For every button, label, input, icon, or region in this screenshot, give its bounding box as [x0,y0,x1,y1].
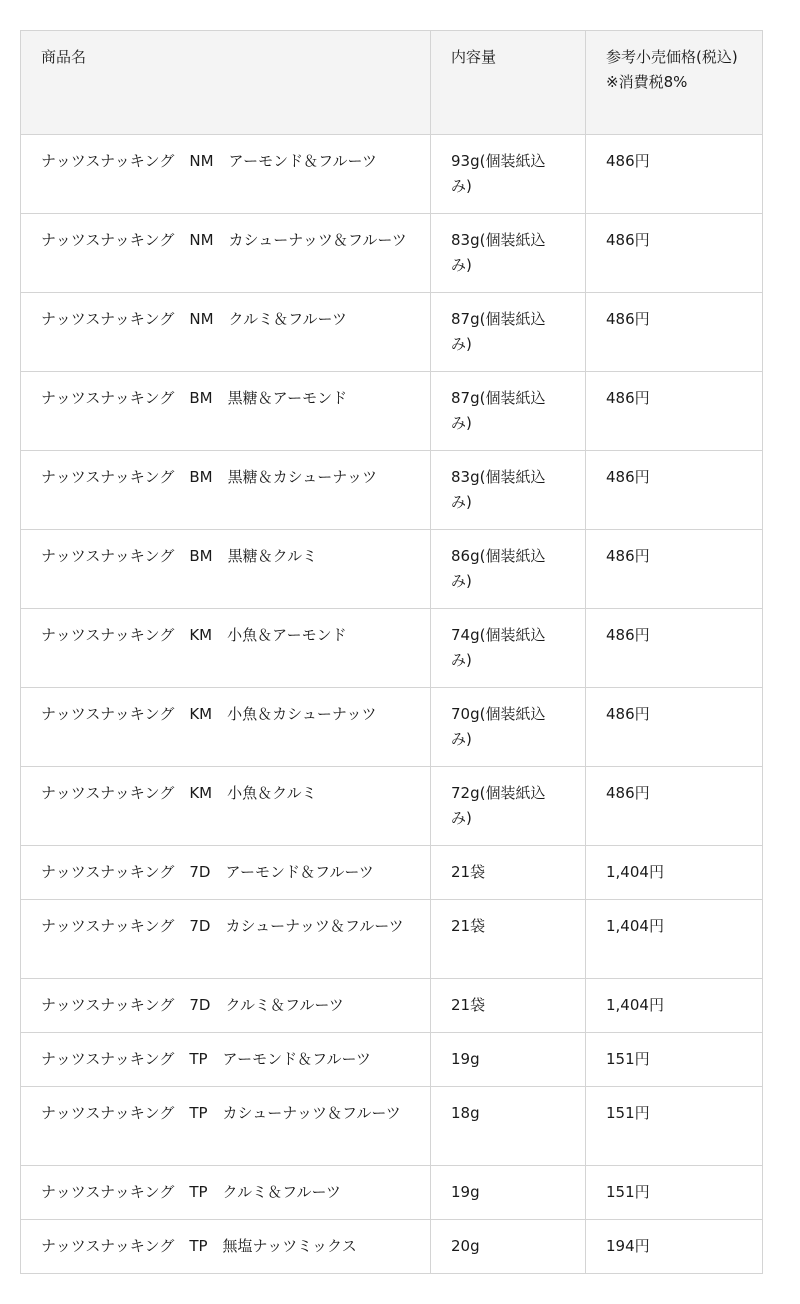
cell-retail-price: 486円 [586,609,763,688]
cell-product-name: ナッツスナッキング TP アーモンド＆フルーツ [21,1033,431,1087]
cell-retail-price: 486円 [586,214,763,293]
cell-content-amount: 83g(個装紙込み) [431,214,586,293]
cell-retail-price: 1,404円 [586,846,763,900]
product-table-container [20,30,762,1274]
cell-content-amount: 19g [431,1033,586,1087]
cell-content-amount: 93g(個装紙込み) [431,135,586,214]
cell-product-name: ナッツスナッキング 7D アーモンド＆フルーツ [21,846,431,900]
header-content-amount: 内容量 [431,31,586,135]
table-header [21,31,763,135]
header-product-name: 商品名 [21,31,431,135]
cell-retail-price: 486円 [586,372,763,451]
table-row [21,609,763,688]
cell-retail-price: 1,404円 [586,979,763,1033]
cell-product-name: ナッツスナッキング NM カシューナッツ＆フルーツ [21,214,431,293]
cell-product-name: ナッツスナッキング KM 小魚＆アーモンド [21,609,431,688]
cell-content-amount: 74g(個装紙込み) [431,609,586,688]
cell-product-name: ナッツスナッキング KM 小魚＆カシューナッツ [21,688,431,767]
cell-content-amount: 21袋 [431,979,586,1033]
cell-retail-price: 486円 [586,688,763,767]
cell-retail-price: 194円 [586,1220,763,1274]
table-row [21,1087,763,1166]
cell-content-amount: 20g [431,1220,586,1274]
table-row [21,135,763,214]
cell-product-name: ナッツスナッキング BM 黒糖＆カシューナッツ [21,451,431,530]
cell-retail-price: 486円 [586,293,763,372]
cell-retail-price: 486円 [586,135,763,214]
cell-retail-price: 486円 [586,451,763,530]
header-retail-price [586,31,763,135]
cell-content-amount: 21袋 [431,900,586,979]
table-row [21,1166,763,1220]
product-table [20,30,763,1274]
cell-retail-price: 151円 [586,1087,763,1166]
cell-product-name: ナッツスナッキング TP クルミ＆フルーツ [21,1166,431,1220]
cell-content-amount: 87g(個装紙込み) [431,293,586,372]
cell-product-name: ナッツスナッキング KM 小魚＆クルミ [21,767,431,846]
table-body [21,135,763,1274]
table-row [21,767,763,846]
cell-retail-price: 151円 [586,1033,763,1087]
cell-product-name: ナッツスナッキング 7D クルミ＆フルーツ [21,979,431,1033]
cell-content-amount: 86g(個装紙込み) [431,530,586,609]
table-row [21,900,763,979]
cell-content-amount: 21袋 [431,846,586,900]
table-row [21,1033,763,1087]
header-tax-note: ※消費税8% [606,73,688,91]
header-price-label: 参考小売価格(税込) [606,48,738,66]
cell-product-name: ナッツスナッキング BM 黒糖＆クルミ [21,530,431,609]
cell-product-name: ナッツスナッキング TP カシューナッツ＆フルーツ [21,1087,431,1166]
cell-content-amount: 83g(個装紙込み) [431,451,586,530]
table-header-row [21,31,763,135]
cell-product-name: ナッツスナッキング BM 黒糖＆アーモンド [21,372,431,451]
table-row [21,293,763,372]
cell-content-amount: 72g(個装紙込み) [431,767,586,846]
cell-retail-price: 486円 [586,767,763,846]
cell-retail-price: 151円 [586,1166,763,1220]
table-row [21,979,763,1033]
table-row [21,214,763,293]
cell-content-amount: 18g [431,1087,586,1166]
table-row [21,372,763,451]
table-row [21,846,763,900]
cell-product-name: ナッツスナッキング 7D カシューナッツ＆フルーツ [21,900,431,979]
cell-product-name: ナッツスナッキング NM クルミ＆フルーツ [21,293,431,372]
cell-product-name: ナッツスナッキング TP 無塩ナッツミックス [21,1220,431,1274]
cell-product-name: ナッツスナッキング NM アーモンド＆フルーツ [21,135,431,214]
table-row [21,1220,763,1274]
cell-content-amount: 87g(個装紙込み) [431,372,586,451]
cell-retail-price: 1,404円 [586,900,763,979]
cell-content-amount: 19g [431,1166,586,1220]
cell-retail-price: 486円 [586,530,763,609]
cell-content-amount: 70g(個装紙込み) [431,688,586,767]
table-row [21,451,763,530]
table-row [21,688,763,767]
table-row [21,530,763,609]
